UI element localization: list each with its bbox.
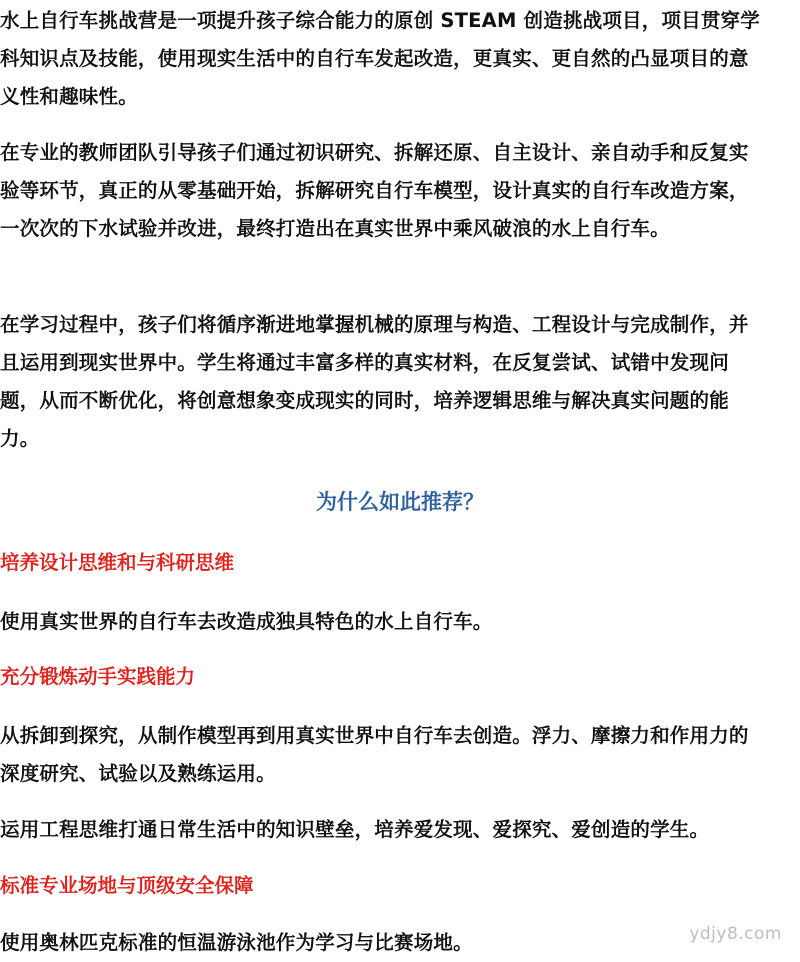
feature-text-hands-on: 从拆卸到探究，从制作模型再到用真实世界中自行车去创造。浮力、摩擦力和作用力的深度研究、试验以及熟练运用。 — [0, 724, 749, 785]
section-title: 为什么如此推荐？ — [316, 490, 484, 514]
feature-heading-venue-safety: 标准专业场地与顶级安全保障 — [0, 874, 254, 897]
learning-paragraph: 在学习过程中，孩子们将循序渐进地掌握机械的原理与构造、工程设计与完成制作，并且运用到现实世界中。学生将通过丰富多样的真实材料，在反复尝试、试错中发现问题，从而不断优化，将创意想象变成现实的同时，培养逻辑思维与解决真实问题的能力。 — [0, 313, 749, 450]
feature-heading-design-thinking: 培养设计思维和与科研思维 — [0, 551, 235, 574]
feature-text-design-thinking: 使用真实世界的自行车去改造成独具特色的水上自行车。 — [0, 610, 493, 633]
feature-text-venue-safety: 使用奥林匹克标准的恒温游泳池作为学习与比赛场地。 — [0, 931, 473, 954]
intro-paragraph: 水上自行车挑战营是一项提升孩子综合能力的原创 STEAM 创造挑战项目，项目贯穿学科知识点及技能，使用现实生活中的自行车发起改造，更真实、更自然的凸显项目的意义性和趣味性。 — [0, 9, 760, 108]
site-watermark: ydjy8.com — [689, 924, 782, 944]
method-paragraph: 在专业的教师团队引导孩子们通过初识研究、拆解还原、自主设计、亲自动手和反复实验等环节，真正的从零基础开始，拆解研究自行车模型，设计真实的自行车改造方案，一次次的下水试验并改进，最终打造出在真实世界中乘风破浪的水上自行车。 — [0, 141, 749, 240]
feature-heading-hands-on: 充分锻炼动手实践能力 — [0, 665, 196, 688]
feature-text-engineering: 运用工程思维打通日常生活中的知识壁垒，培养爱发现、爱探究、爱创造的学生。 — [0, 818, 710, 841]
